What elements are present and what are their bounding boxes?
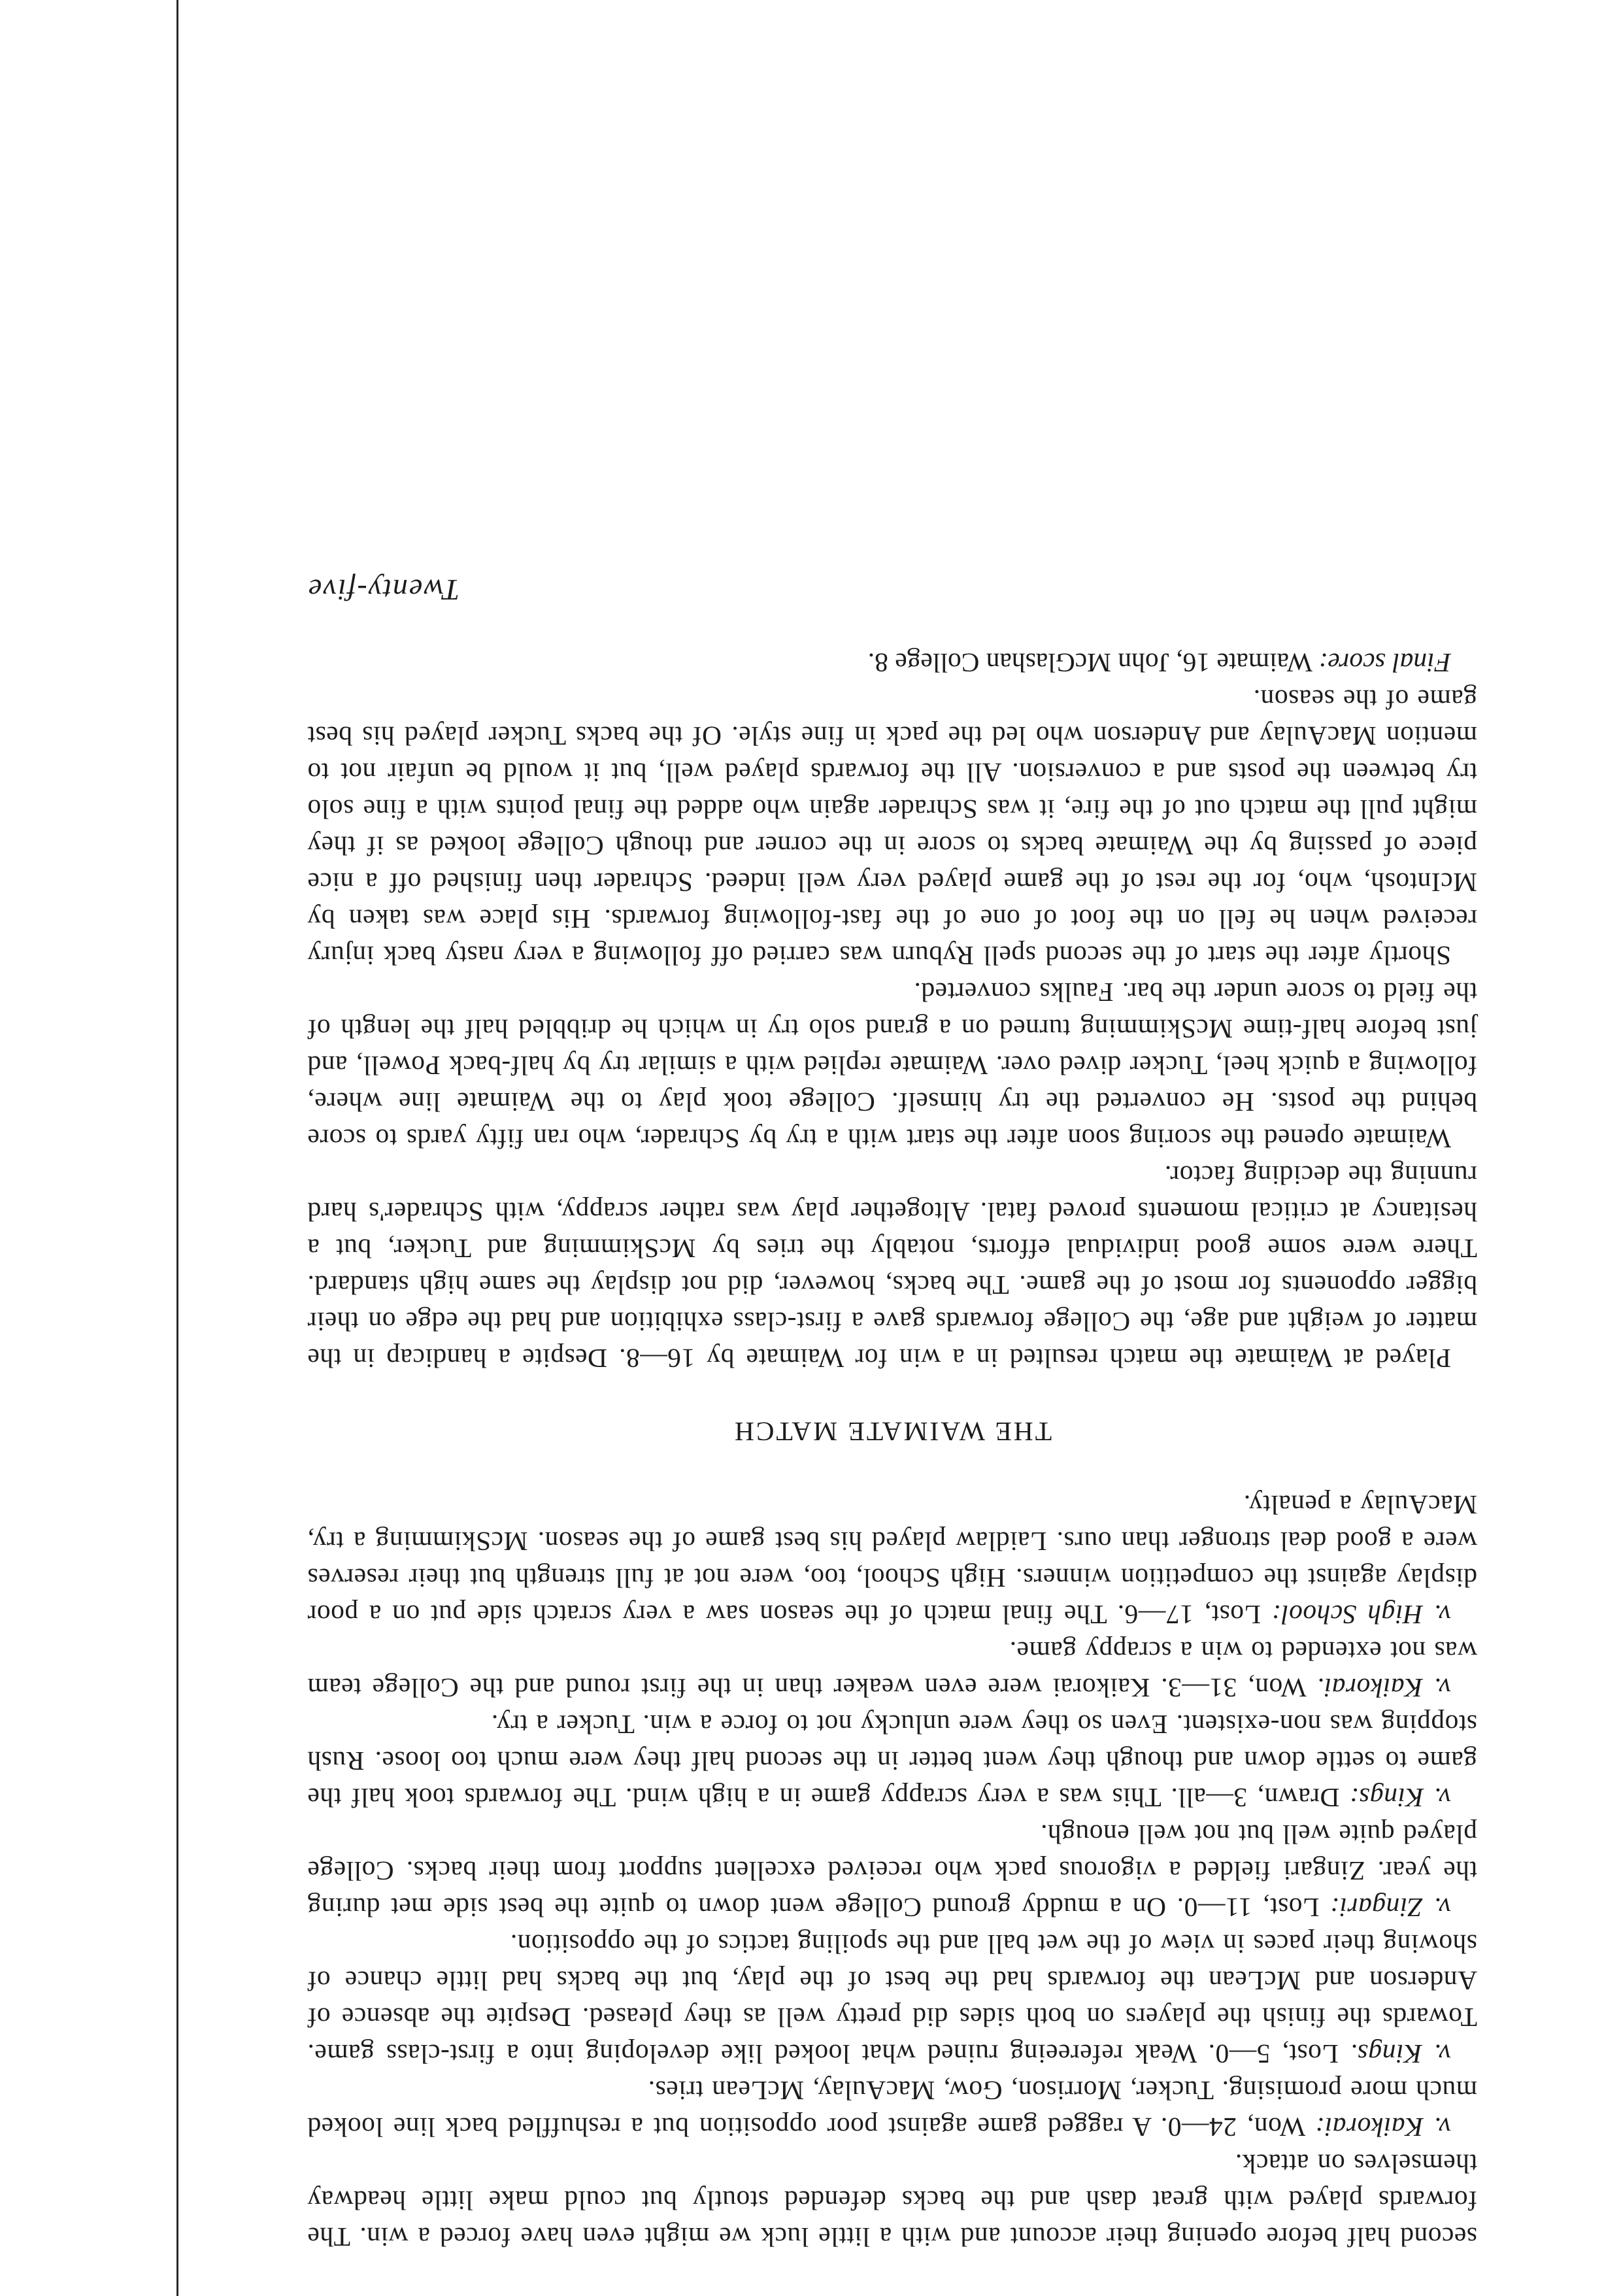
match-report-text: Lost, 11—0. On a muddy ground College went down to quite the best side met during the year. Zingari fielded a vigorous pack who received excellent support from their backs. College played quite well but not well enough. (307, 1819, 1477, 1923)
match-report-kings-2 (307, 1706, 1477, 1816)
opponent-label: v. Kings. (1350, 2039, 1451, 2069)
waimate-paragraph-3: Shortly after the start of the second spell Ryburn was carried off following a very nasty back injury received when he fell on the foot of one of the fast-following forwards. His place was taken by McIntosh, who, for the rest of the game played very well indeed. Schrader then finished off a nice piece of passing by the Waimate backs to score in the corner and though College looked as if they might pull the match out of the fire, it was Schrader again who added the final points with a fine solo try between the posts and a conversion. All the forwards played well, but it would be unfair not to mention MacAulay and Anderson who led the pack in fine style. Of the backs Tucker played his best game of the season. (307, 684, 1477, 971)
opponent-label: v. Kaikorai: (1314, 2112, 1451, 2142)
final-score-label: Final score: (1318, 648, 1451, 678)
opponent-label: v. Kings: (1349, 1783, 1451, 1813)
waimate-paragraph-1: Played at Waimate the match resulted in a win for Waimate by 16—8. Despite a handicap in the matter of weight and age, the College forwards gave a first-class exhibition and had the edge on their bigger opponents for most of the game. The backs, however, did not display the same high standard. There were some good individual efforts, notably the tries by McSkimming and Tucker, but a hesitancy at critical moments proved fatal. Altogether play was rather scrappy, with Schrader's hard running the deciding factor. (307, 1160, 1477, 1374)
section-spacer (307, 608, 1477, 645)
match-report-text: Won, 24—0. A ragged game against poor opposition but a reshuffled back line looked much more promising. Tucker, Morrison, Gow, MacAulay, McLean tries. (307, 2076, 1477, 2142)
section-spacer (307, 1450, 1477, 1487)
opponent-label: v. High School: (1271, 1600, 1451, 1630)
match-report-text: Won, 31—3. Kaikorai were even weaker than in the first round and the College team was not extended to win a scrappy game. (307, 1636, 1477, 1703)
opponent-label: v. Zingari: (1329, 1893, 1451, 1923)
section-spacer (307, 1377, 1477, 1413)
section-heading: THE WAIMATE MATCH (732, 1417, 1052, 1447)
final-score-text: Waimate 16, John McGlashan College 8. (867, 648, 1319, 678)
waimate-paragraph-2: Waimate opened the scoring soon after the start with a try by Schrader, who ran fifty yards to score behind the posts. He converted the try himself. College took play to the Waimate line where, following a quick heel, Tucker dived over. Waimate replied with a similar try by half-back Powell, and just before half-time McSkimming turned on a grand solo try in which he dribbled half the length of the field to score under the bar. Faulks converted. (307, 977, 1477, 1154)
match-report-text: Drawn, 3—all. This was a very scrappy game in a high wind. The forwards took half the game to settle down and though they went better in the second half they were much too loose. Rush stopping was non-existent. Even so they were unlucky not to force a win. Tucker a try. (307, 1710, 1477, 1813)
opponent-label: v. Kaikorai. (1316, 1673, 1451, 1703)
match-report-zingari (307, 1816, 1477, 1926)
match-report-text: Lost, 5—0. Weak refereeing ruined what looked like developing into a first-class game. Towards the finish the players on both sides did pretty well as they pleased. Despite the absence of Anderson and McLean the forwards had the best of the play, but the backs had little chance of showing their paces in view of the wet ball and the spoiling tactics of the opposition. (307, 1929, 1477, 2069)
page-number: Twenty-five (307, 573, 460, 607)
binding-margin-rule (176, 0, 178, 2296)
match-report-kings-1 (307, 1926, 1477, 2072)
match-report-kaikorai-2 (307, 1633, 1477, 1706)
paragraph-continuation: second half before opening their account and with a little luck we might even have forced a win. The forwards played with great dash and the backs defended stoutly but could make little headway themselves on attack. (307, 2149, 1477, 2252)
final-score-line (307, 645, 1477, 681)
rotated-page (307, 78, 1477, 2255)
text-column (307, 571, 1477, 2255)
match-report-text: Lost, 17—6. The final match of the season saw a very scratch side put on a poor display against the competition winners. High School, too, were not at full strength but their reserves were a good deal stronger than ours. Laidlaw played his best game of the season. McSkimming a try, MacAulay a penalty. (307, 1490, 1477, 1630)
match-report-high-school (307, 1487, 1477, 1633)
match-report-kaikorai-1 (307, 2072, 1477, 2146)
